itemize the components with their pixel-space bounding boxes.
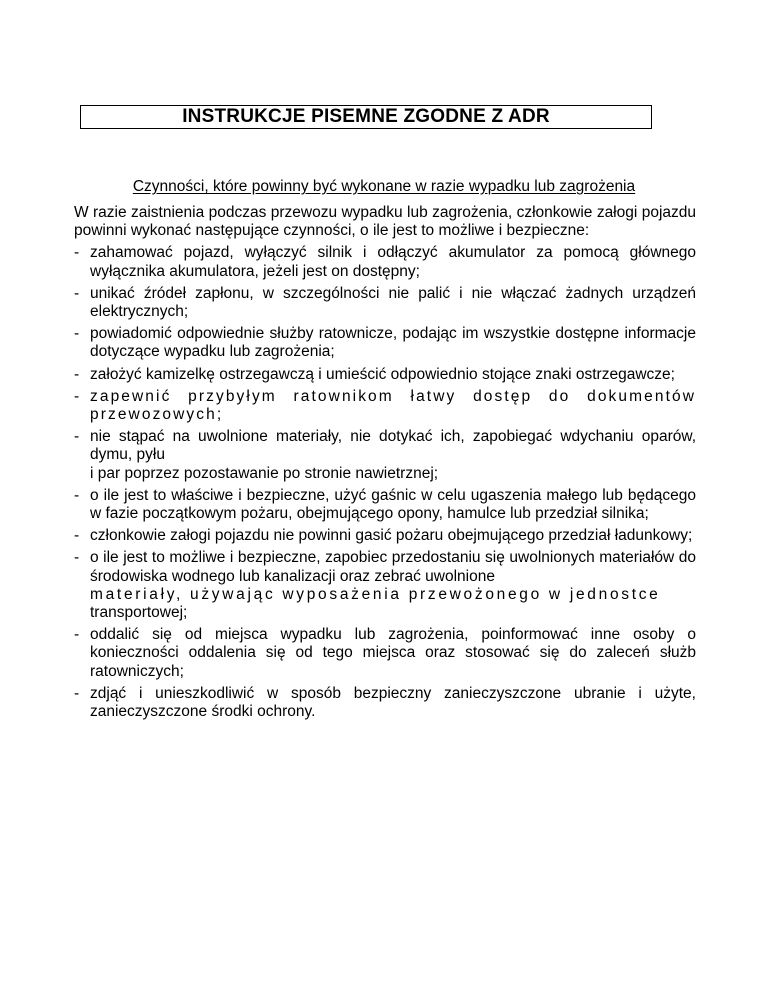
list-item-text-continuation: materiały, używając wyposażenia przewożonego w jednostce xyxy=(90,585,661,603)
list-item xyxy=(74,487,696,523)
bullet-marker: - xyxy=(74,365,80,383)
bullet-marker: - xyxy=(74,684,80,702)
list-item-text: o ile jest to możliwe i bezpieczne, zapobiec przedostaniu się uwolnionych materiałów do środowiska wodnego lub kanalizacji oraz zebrać uwolnione xyxy=(90,549,696,585)
bullet-marker: - xyxy=(74,387,80,405)
list-item xyxy=(74,388,696,424)
list-item xyxy=(74,527,696,545)
list-item xyxy=(74,626,696,681)
list-item xyxy=(74,685,696,721)
list-item-text: unikać źródeł zapłonu, w szczególności nie palić i nie włączać żadnych urządzeń elektrycznych; xyxy=(90,284,696,321)
bullet-marker: - xyxy=(74,244,80,262)
list-item-text: założyć kamizelkę ostrzegawczą i umieścić odpowiednio stojące znaki ostrzegawcze; xyxy=(90,365,675,383)
list-item-text: członkowie załogi pojazdu nie powinni gasić pożaru obejmującego przedział ładunkowy; xyxy=(90,527,693,545)
list-item-text: o ile jest to właściwe i bezpieczne, użyć gaśnic w celu ugaszenia małego lub będącego w fazie początkowym pożaru, obejmującego opony, hamulce lub przedział silnika; xyxy=(90,486,696,523)
bullet-marker: - xyxy=(74,284,80,302)
bullet-marker: - xyxy=(74,486,80,504)
list-item-text: zapewnić przybyłym ratownikom łatwy dostęp do dokumentów przewozowych; xyxy=(90,387,696,424)
list-item-text: zahamować pojazd, wyłączyć silnik i odłączyć akumulator za pomocą głównego wyłącznika akumulatora, jeżeli jest on dostępny; xyxy=(90,244,696,280)
list-item-text: powiadomić odpowiednie służby ratownicze, podając im wszystkie dostępne informacje dotyczące wypadku lub zagrożenia; xyxy=(90,325,696,361)
list-item xyxy=(74,285,696,321)
document-body xyxy=(74,204,696,725)
list-item xyxy=(74,244,696,280)
list-item-text: nie stąpać na uwolnione materiały, nie dotykać ich, zapobiegać wdychaniu oparów, dymu, pyłu xyxy=(90,428,696,464)
bullet-marker: - xyxy=(74,626,80,644)
bullet-marker: - xyxy=(74,325,80,343)
list-item-text-continuation: i par poprzez pozostawanie po stronie nawietrznej; xyxy=(90,464,439,482)
actions-list xyxy=(74,244,696,721)
bullet-marker: - xyxy=(74,549,80,567)
document-title: INSTRUKCJE PISEMNE ZGODNE Z ADR xyxy=(80,105,652,129)
list-item-text: zdjąć i unieszkodliwić w sposób bezpieczny zanieczyszczone ubranie i użyte, zanieczyszczone środki ochrony. xyxy=(90,684,696,721)
list-item xyxy=(74,366,696,384)
list-item-text: oddalić się od miejsca wypadku lub zagrożenia, poinformować inne osoby o konieczności oddalenia się od tego miejsca oraz stosować się do zaleceń służb ratowniczych; xyxy=(90,626,696,680)
intro-paragraph: W razie zaistnienia podczas przewozu wypadku lub zagrożenia, członkowie załogi pojazdu powinni wykonać następujące czynności, o ile jest to możliwe i bezpieczne: xyxy=(74,204,696,240)
list-item xyxy=(74,428,696,483)
list-item xyxy=(74,549,696,622)
list-item xyxy=(74,325,696,361)
list-item-text-continuation: transportowej; xyxy=(90,604,188,622)
section-subtitle: Czynności, które powinny być wykonane w razie wypadku lub zagrożenia xyxy=(132,178,636,195)
bullet-marker: - xyxy=(74,428,80,446)
bullet-marker: - xyxy=(74,527,80,545)
